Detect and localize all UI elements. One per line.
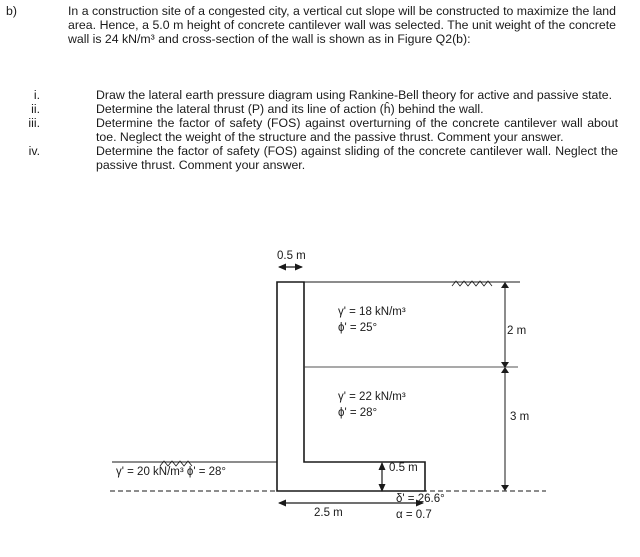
layer2-gamma-label: γ' = 22 kN/m³	[338, 391, 406, 403]
layer1-gamma-label: γ' = 18 kN/m³	[338, 306, 406, 318]
base-width-label: 2.5 m	[314, 507, 343, 519]
layer1-phi-label: ϕ' = 25°	[338, 322, 378, 334]
item-text: Determine the lateral thrust (P) and its line of action (ĥ) behind the wall.	[96, 102, 484, 116]
item-number: iv.	[28, 144, 40, 158]
base-thickness-label: 0.5 m	[389, 462, 418, 474]
layer1-thickness-label: 2 m	[507, 325, 527, 337]
item-number: iii.	[28, 116, 40, 130]
interface-delta-label: δ' = 26.6°	[396, 493, 445, 505]
item-text: Determine the factor of safety (FOS) against sliding of the concrete cantilever wall. Neglect the passive thrust. Comment your answer.	[96, 144, 618, 172]
layer2-thickness-label: 3 m	[510, 411, 530, 423]
item-number: ii.	[31, 102, 40, 116]
question-intro: In a construction site of a congested city, a vertical cut slope will be constructed to maximize the land area. Hence, a 5.0 m height of concrete cantilever wall was selected. The unit weight of the concrete wall is 24 kN/m³ and cross-section of the wall is shown as in Figure Q2(b):	[68, 4, 616, 46]
item-number: i.	[33, 88, 40, 102]
stem-width-label: 0.5 m	[277, 250, 306, 262]
item-text: Draw the lateral earth pressure diagram using Rankine-Bell theory for active and passive state.	[96, 88, 613, 102]
question-label: b)	[6, 4, 17, 18]
front-soil-label: γ' = 20 kN/m³ ϕ' = 28°	[116, 466, 227, 478]
item-text: Determine the factor of safety (FOS) against overturning of the concrete cantilever wall about toe. Neglect the weight of the structure and the passive thrust. Comment your answer.	[96, 116, 618, 144]
interface-alpha-label: α = 0.7	[396, 509, 432, 521]
layer2-phi-label: ϕ' = 28°	[338, 407, 378, 419]
